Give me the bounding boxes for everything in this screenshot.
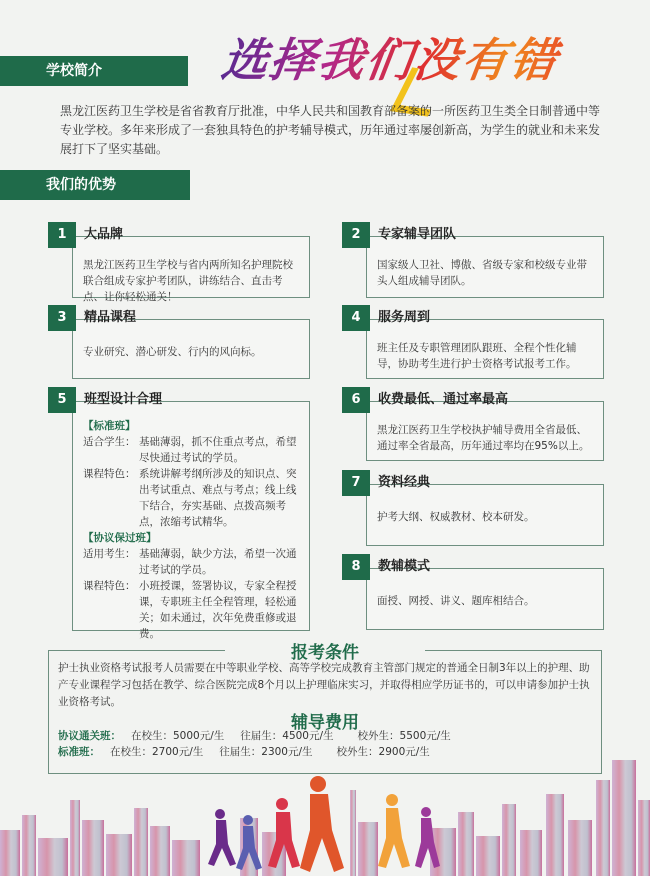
fee-former: 往届生：4500元/生 [240,730,334,742]
advantage-4-title: 服务周到 [378,310,431,325]
advantage-5 [48,387,310,640]
fee-external: 校外生：2900元/生 [336,746,430,758]
agreement-class-heading: 【协议保过班】 [83,532,157,544]
intro-paragraph: 黑龙江医药卫生学校是省省教育厅批准，中华人民共和国教育部备案的一所医药卫生类全日制普通中等专业学校。多年来形成了一套独具特色的护考辅导模式，历年通过率屡创新高，为学生的就业和未来发展打下了坚实基础。 [60,104,601,156]
agreement-feature-label: 课程特色： [83,580,136,592]
fee-row-agreement [58,729,461,744]
advantage-2-title: 专家辅导团队 [378,227,457,242]
advantage-2-number: 2 [342,222,370,248]
agreement-feature-text: 小班授课，签署协议，专家全程授课，专职班主任全程管理，轻松通关；如未通过，次年免费重修或退费。 [139,580,297,640]
standard-students-text: 基础薄弱，抓不住重点考点，希望尽快通过考试的学员。 [139,436,297,464]
advantage-6-number: 6 [342,387,370,413]
agreement-students-label: 适用考生： [83,548,136,560]
advantage-7-title: 资料经典 [378,475,431,490]
advantage-1 [48,222,310,303]
standard-class-heading: 【标准班】 [83,420,136,432]
skyline-illustration [0,760,650,876]
advantage-6 [342,387,604,461]
advantage-7-number: 7 [342,470,370,496]
advantage-7 [342,470,604,546]
advantage-8 [342,554,604,630]
advantage-8-text: 面授、网授、讲义、题库相结合。 [377,595,535,607]
fee-former: 往届生：2300元/生 [219,746,313,758]
advantage-7-text: 护考大纲、权威教材、校本研发。 [377,511,535,523]
advantage-1-text: 黑龙江医药卫生学校与省内两所知名护理院校联合组成专家护考团队，讲练结合、直击考点、让你轻松通关！ [83,259,293,303]
slogan-title: 选择我们没有错 [216,20,637,100]
advantage-2 [342,222,604,298]
standard-feature-label: 课程特色： [83,468,136,480]
agreement-feature-row [83,578,301,642]
standard-feature-text: 系统讲解考纲所涉及的知识点、突出考试重点、难点与考点；线上线下结合，夯实基础、点拨高频考点，浓缩考试精华。 [139,468,297,528]
conditions-text: 护士执业资格考试报考人员需要在中等职业学校、高等学校完成教育主管部门规定的普通全日制3年以上的护理、助产专业课程学习包括在教学、综合医院完成8个月以上护理临床实习，并取得相应学历证书的，可以申请参加护士执业资格考试。 [58,662,590,708]
intro-section-header: 学校简介 [0,56,188,86]
agreement-students-text: 基础薄弱，缺少方法，希望一次通过考试的学员。 [139,548,297,576]
advantage-4 [342,305,604,379]
advantage-5-number: 5 [48,387,76,413]
agreement-students-row [83,546,301,578]
conditions-title: 报考条件 [225,638,425,663]
advantage-3 [48,305,310,379]
advantage-3-title: 精品课程 [84,310,137,325]
advantages-section-header: 我们的优势 [0,170,190,200]
standard-students-row [83,434,301,466]
advantage-4-text: 班主任及专职管理团队跟班、全程个性化辅导，协助考生进行护士资格考试报考工作。 [377,342,577,370]
fee-current: 在校生：2700元/生 [110,746,204,758]
standard-feature-row [83,466,301,530]
advantage-3-number: 3 [48,305,76,331]
fees-title: 辅导费用 [291,713,359,733]
fee-row-standard [58,745,440,760]
fee-row-name: 标准班： [58,746,100,758]
advantage-6-text: 黑龙江医药卫生学校执护辅导费用全省最低、通过率全省最高，历年通过率均在95%以上。 [377,424,590,452]
fee-external: 校外生：5500元/生 [357,730,451,742]
fee-row-name: 协议通关班： [58,730,121,742]
advantage-8-title: 教辅模式 [378,559,431,574]
fee-current: 在校生：5000元/生 [131,730,225,742]
advantage-4-number: 4 [342,305,370,331]
advantage-1-number: 1 [48,222,76,248]
advantage-5-title: 班型设计合理 [84,392,163,407]
advantage-8-number: 8 [342,554,370,580]
advantage-5-box [72,401,310,640]
advantage-3-text: 专业研究、潜心研发、行内的风向标。 [83,346,262,358]
advantage-1-title: 大品牌 [84,227,124,242]
standard-students-label: 适合学生： [83,436,136,448]
advantage-6-title: 收费最低、通过率最高 [378,392,509,407]
advantage-2-text: 国家级人卫社、博傲、省级专家和校级专业带头人组成辅导团队。 [377,259,587,287]
